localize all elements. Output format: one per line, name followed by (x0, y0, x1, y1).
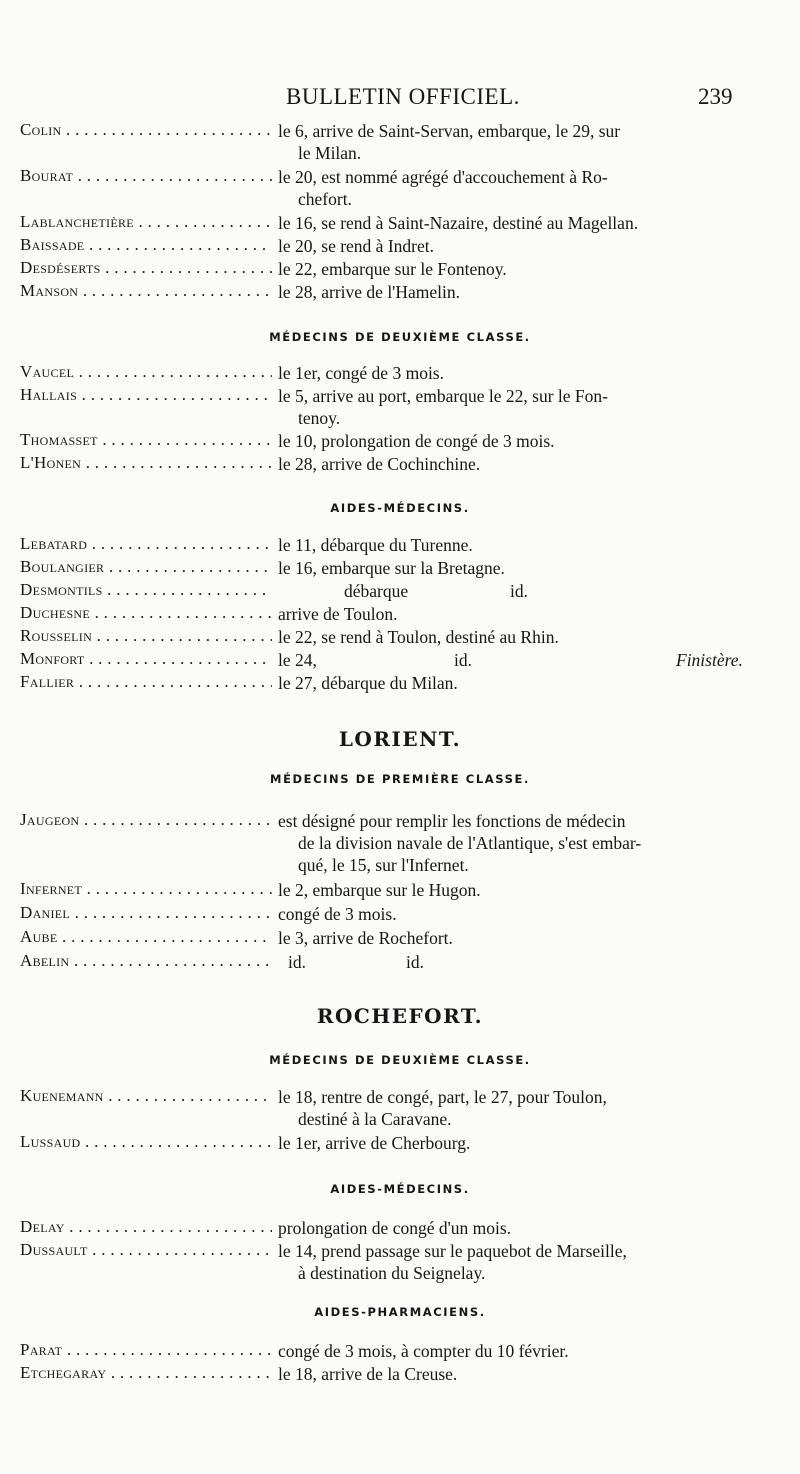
page-header (0, 84, 800, 114)
officer-name: Duchesne . . . (20, 603, 272, 623)
officer-name: Monfort . . . (20, 649, 272, 669)
entry-text: le 28, arrive de l'Hamelin. (278, 282, 460, 302)
officer-name: Bourat . . . (20, 166, 272, 186)
officer-name: L'Honen . . . (20, 453, 272, 473)
officer-name: Desdéserts . . . (20, 258, 272, 278)
officer-name: Lussaud . . . (20, 1132, 272, 1152)
entry-text: le 22, se rend à Toulon, destiné au Rhin. (278, 627, 559, 647)
officer-name: Etchegaray . . . (20, 1363, 272, 1383)
officer-name: Manson . . . (20, 281, 272, 301)
entry-text-cont: de la division navale de l'Atlantique, s'est embar- (298, 833, 642, 853)
entry-text: le 14, prend passage sur le paquebot de Marseille, (278, 1241, 627, 1261)
entry-text-cont: tenoy. (298, 408, 341, 428)
section-heading: AIDES-MÉDECINS. (330, 1182, 470, 1196)
entry-text: id. (288, 952, 306, 972)
entry-text: le 18, rentre de congé, part, le 27, pour Toulon, (278, 1087, 607, 1107)
entry-text: congé de 3 mois. (278, 904, 397, 924)
entry-text: le 28, arrive de Cochinchine. (278, 454, 481, 474)
officer-name: Vaucel . . . (20, 362, 272, 382)
officer-name: Lablanchetière . . . (20, 212, 272, 232)
ditto-mark: id. (406, 952, 424, 972)
section-heading: AIDES-MÉDECINS. (330, 501, 470, 515)
officer-name: Kuenemann . . . (20, 1086, 272, 1106)
officer-name: Desmontils . . . (20, 580, 272, 600)
officer-name: Aube . . . (20, 927, 272, 947)
entry-text: est désigné pour remplir les fonctions de médecin (278, 811, 626, 831)
officer-name: Fallier . . . (20, 672, 272, 692)
entry-text: le 3, arrive de Rochefort. (278, 928, 453, 948)
entry-text: le 18, arrive de la Creuse. (278, 1364, 458, 1384)
officer-name: Lebatard . . . (20, 534, 272, 554)
section-heading: MÉDECINS DE PREMIÈRE CLASSE. (270, 772, 530, 786)
entry-text-cont: destiné à la Caravane. (298, 1109, 452, 1129)
entry-text: le 27, débarque du Milan. (278, 673, 458, 693)
section-heading: MÉDECINS DE DEUXIÈME CLASSE. (269, 1053, 531, 1067)
entry-text: le 20, est nommé agrégé d'accouchement à Ro- (278, 167, 608, 187)
entry-text: le 1er, arrive de Cherbourg. (278, 1133, 471, 1153)
officer-name: Parat . . . (20, 1340, 272, 1360)
entry-text: le 2, embarque sur le Hugon. (278, 880, 481, 900)
entry-text: le 11, débarque du Turenne. (278, 535, 473, 555)
entry-text: prolongation de congé d'un mois. (278, 1218, 512, 1238)
port-heading-lorient: LORIENT. (338, 727, 462, 751)
ditto-mark: id. (454, 650, 472, 670)
entry-text: le 10, prolongation de congé de 3 mois. (278, 431, 555, 451)
entry-text-cont: chefort. (298, 189, 352, 209)
entry-text: le 5, arrive au port, embarque le 22, sur le Fon- (278, 386, 608, 406)
entry-text: congé de 3 mois, à compter du 10 février. (278, 1341, 569, 1361)
officer-name: Colin . . . (20, 120, 272, 140)
entry-text-cont: qué, le 15, sur l'Infernet. (298, 855, 469, 875)
officer-name: Jaugeon . . . (20, 810, 272, 830)
entry-text-cont: le Milan. (298, 143, 362, 163)
entry-text-cont: à destination du Seignelay. (298, 1263, 486, 1283)
officer-name: Hallais . . . (20, 385, 272, 405)
running-title: BULLETIN OFFICIEL. (286, 84, 520, 109)
entry-text: arrive de Toulon. (278, 604, 398, 624)
section-heading: MÉDECINS DE DEUXIÈME CLASSE. (269, 330, 531, 344)
entry-text: débarque (344, 581, 409, 601)
section-heading: AIDES-PHARMACIENS. (314, 1305, 486, 1319)
officer-name: Boulangier . . . (20, 557, 272, 577)
officer-name: Baissade . . . (20, 235, 272, 255)
ditto-mark: id. (510, 581, 528, 601)
entry-text: le 20, se rend à Indret. (278, 236, 434, 256)
entry-text: le 24, (278, 650, 317, 670)
entry-text: le 16, se rend à Saint-Nazaire, destiné au Magellan. (278, 213, 639, 233)
officer-name: Infernet . . . (20, 879, 272, 899)
entry-text: le 1er, congé de 3 mois. (278, 363, 444, 383)
entry-text: le 6, arrive de Saint-Servan, embarque, le 29, sur (278, 121, 621, 141)
entry-text: le 16, embarque sur la Bretagne. (278, 558, 505, 578)
officer-name: Delay . . . (20, 1217, 272, 1237)
officer-name: Dussault . . . (20, 1240, 272, 1260)
officer-name: Daniel . . . (20, 903, 272, 923)
page-number: 239 (698, 84, 733, 109)
officer-name: Abelin . . . (20, 951, 272, 971)
ship-name: Finistère. (676, 650, 743, 670)
officer-name: Rousselin . . . (20, 626, 272, 646)
officer-name: Thomasset . . . (20, 430, 272, 450)
entry-text: le 22, embarque sur le Fontenoy. (278, 259, 507, 279)
port-heading-rochefort: ROCHEFORT. (316, 1004, 484, 1028)
